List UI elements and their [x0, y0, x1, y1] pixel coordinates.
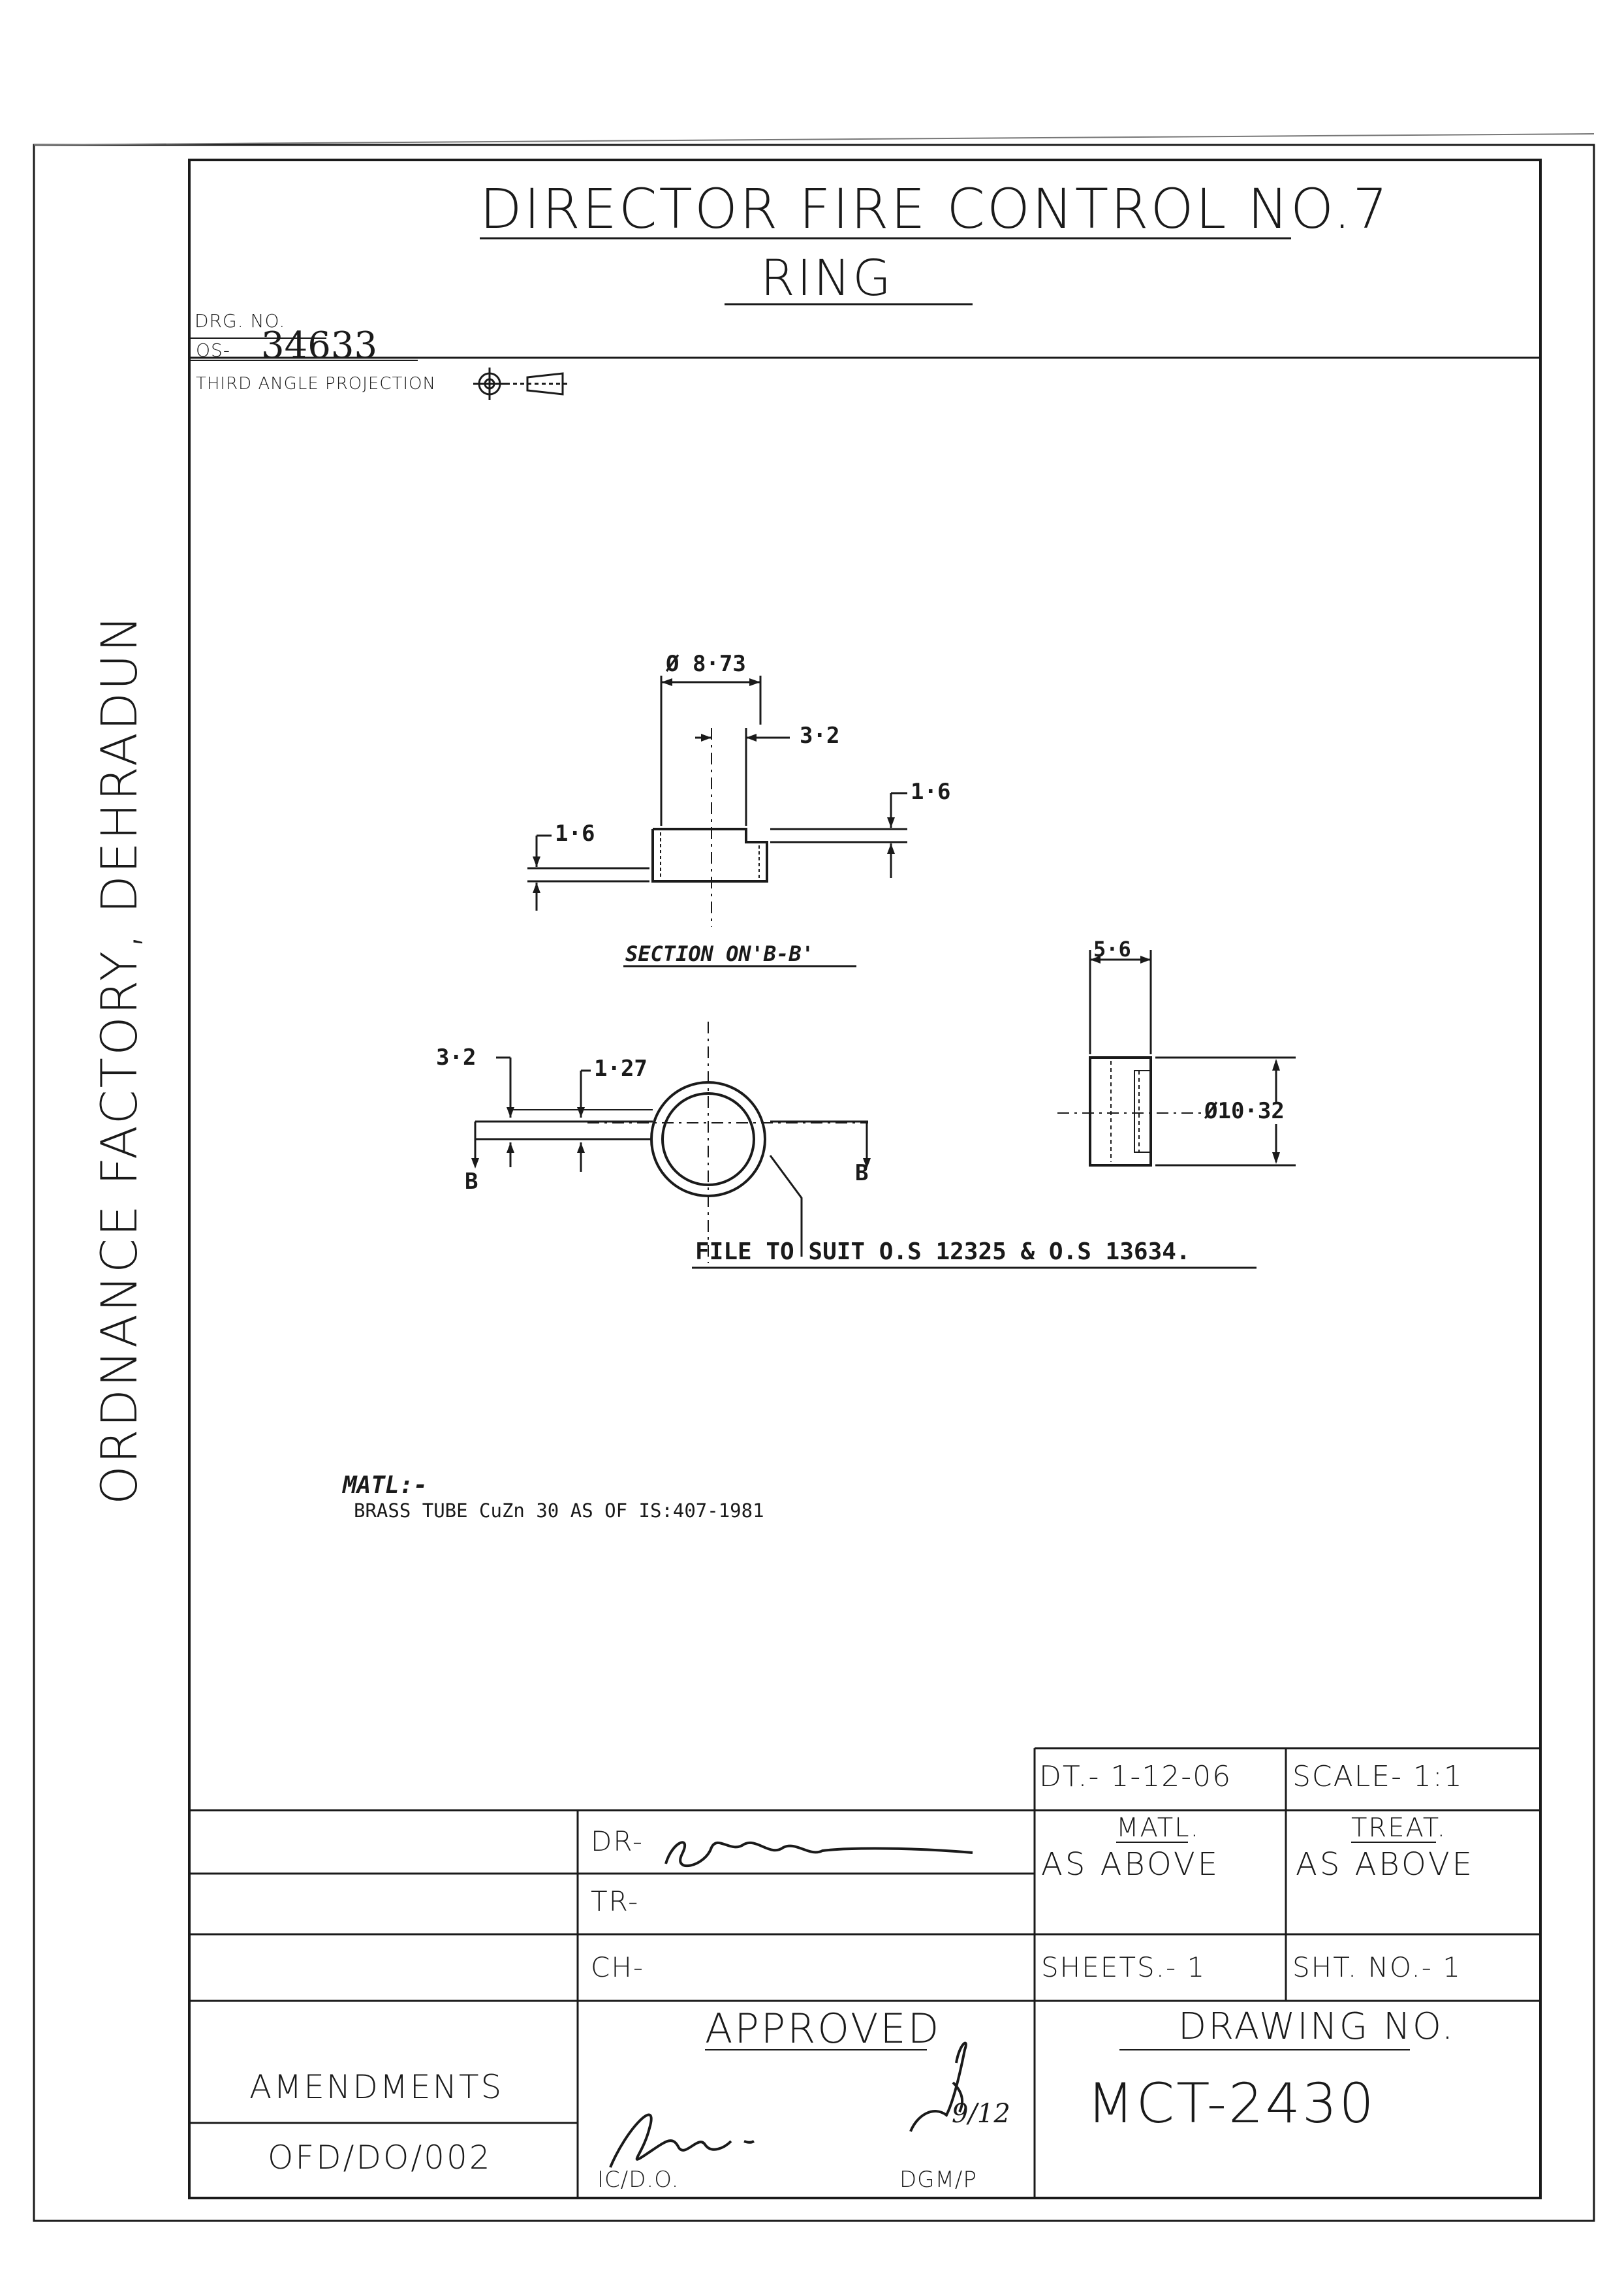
drawing-no-value: MCT-2430 [1087, 2071, 1376, 2135]
dr-label: DR- [591, 1825, 644, 1857]
dim-1-6-left: 1·6 [555, 821, 595, 847]
ic-do-signature [610, 2115, 754, 2167]
tr-label: TR- [591, 1885, 640, 1917]
section-marker-b-right: B [855, 1160, 869, 1186]
scale-cell: SCALE- 1:1 [1292, 1760, 1463, 1793]
amendments-label: AMENDMENTS [249, 2068, 504, 2106]
dim-5-6: 5·6 [1093, 937, 1131, 962]
drawing-subtitle: RING [760, 249, 893, 307]
matl-text: BRASS TUBE CuZn 30 AS OF IS:407-1981 [354, 1500, 764, 1522]
date-cell: DT.- 1-12-06 [1039, 1760, 1232, 1793]
section-label: SECTION ON'B-B' [625, 941, 814, 966]
drg-no-label: DRG. NO. [195, 310, 286, 332]
approved-label: APPROVED [705, 2005, 941, 2052]
projection-symbol-icon [473, 368, 569, 400]
dgm-p-label: DGM/P [899, 2167, 977, 2193]
sheets-cell: SHEETS.- 1 [1041, 1951, 1206, 1983]
ch-label: CH- [591, 1951, 645, 1983]
drawing-title: DIRECTOR FIRE CONTROL NO.7 [480, 177, 1390, 241]
matl-label: MATL. [1116, 1813, 1200, 1843]
projection-label: THIRD ANGLE PROJECTION [196, 374, 436, 394]
dim-diameter-8-73: Ø 8·73 [666, 651, 746, 677]
drg-no-prefix: OS- [196, 339, 230, 361]
matl-heading: MATL:- [343, 1472, 428, 1499]
matl-value: AS ABOVE [1041, 1846, 1221, 1883]
dr-signature [666, 1842, 973, 1866]
dim-1-6-right: 1·6 [911, 779, 951, 805]
ic-do-label: IC/D.O. [597, 2167, 679, 2193]
dim-3-2-left: 3·2 [436, 1044, 476, 1071]
ofd-reference: OFD/DO/002 [268, 2139, 492, 2176]
side-view [1057, 950, 1296, 1165]
side-label: ORDNANCE FACTORY, DEHRADUN [90, 613, 148, 1505]
treat-value: AS ABOVE [1296, 1846, 1475, 1883]
drg-no-value: 34633 [261, 324, 378, 367]
approval-date: 9/12 [952, 2099, 1010, 2129]
file-note: FILE TO SUIT O.S 12325 & O.S 13634. [695, 1238, 1191, 1265]
treat-label: TREAT. [1351, 1813, 1447, 1843]
section-marker-b-left: B [465, 1169, 478, 1195]
dim-1-27: 1·27 [594, 1056, 648, 1082]
dim-3-2-top: 3·2 [800, 723, 840, 749]
drawing-no-label: DRAWING NO. [1178, 2005, 1456, 2048]
sheet-no-cell: SHT. NO.- 1 [1292, 1951, 1461, 1983]
dim-diameter-10-32: Ø10·32 [1204, 1098, 1285, 1124]
